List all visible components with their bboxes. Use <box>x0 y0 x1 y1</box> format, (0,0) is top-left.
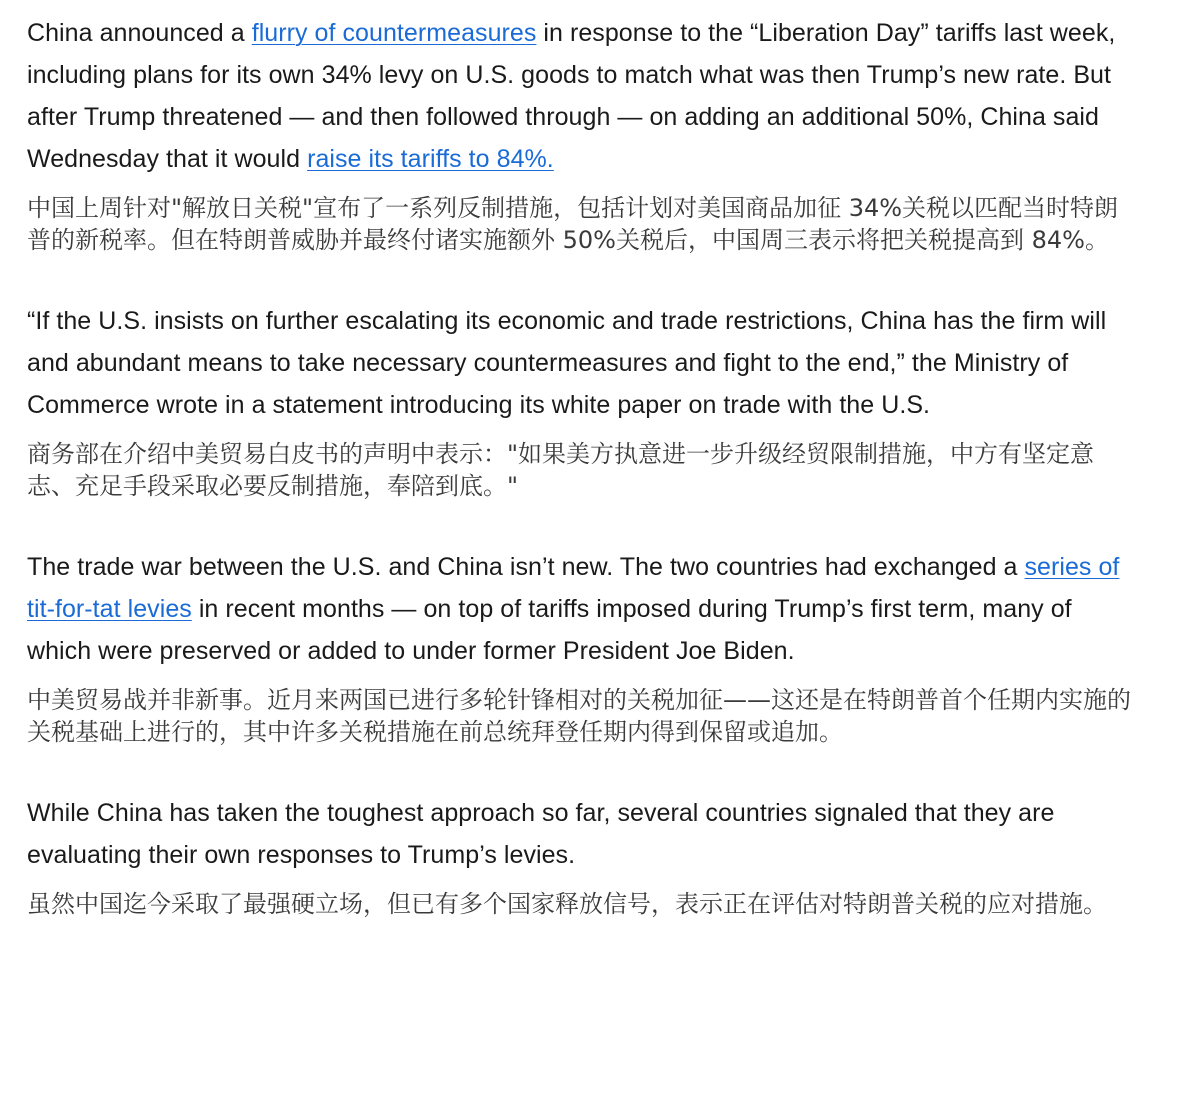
english-paragraph <box>27 546 1137 672</box>
chinese-translation: 中美贸易战并非新事。近月来两国已进行多轮针锋相对的关税加征——这还是在特朗普首个任期内实施的关税基础上进行的，其中许多关税措施在前总统拜登任期内得到保留或追加。 <box>27 686 1131 746</box>
paragraph-text: While China has taken the toughest approach so far, several countries signaled that they are evaluating their own responses to Trump’s levies. <box>27 799 1055 869</box>
paragraph-block-4 <box>27 792 1137 920</box>
paragraph-text: “If the U.S. insists on further escalating its economic and trade restrictions, China has the firm will and abundant means to take necessary countermeasures and fight to the end,” the Ministry of Commerce wrote in a statement introducing its white paper on trade with the U.S. <box>27 307 1107 419</box>
article-body <box>27 12 1137 920</box>
paragraph-text: China announced a <box>27 19 252 47</box>
paragraph-text: in response to the “Liberation Day” tariffs last week, including plans for its own 34% levy on U.S. goods to match what was then Trump’s new rate. But after Trump threatened — and then followed through — on adding an additional 50%, China said Wednesday that it would <box>27 19 1116 173</box>
link-series-of-levies[interactable]: series of tit-for-tat levies <box>27 553 1120 623</box>
english-paragraph <box>27 300 1137 426</box>
paragraph-block-2 <box>27 300 1137 502</box>
english-paragraph <box>27 12 1137 180</box>
english-paragraph <box>27 792 1137 876</box>
paragraph-block-1 <box>27 12 1137 256</box>
paragraph-text: in recent months — on top of tariffs imposed during Trump’s first term, many of which were preserved or added to under former President Joe Biden. <box>27 595 1072 665</box>
chinese-translation: 虽然中国迄今采取了最强硬立场，但已有多个国家释放信号，表示正在评估对特朗普关税的应对措施。 <box>27 890 1107 918</box>
link-flurry-of-countermeasures[interactable]: flurry of countermeasures <box>251 19 537 47</box>
link-raise-tariffs[interactable]: raise its tariffs to 84%. <box>307 145 554 173</box>
chinese-translation: 商务部在介绍中美贸易白皮书的声明中表示："如果美方执意进一步升级经贸限制措施，中方有坚定意志、充足手段采取必要反制措施，奉陪到底。" <box>27 440 1095 500</box>
paragraph-text: The trade war between the U.S. and China isn’t new. The two countries had exchanged a <box>27 553 1025 581</box>
paragraph-block-3 <box>27 546 1137 748</box>
chinese-translation: 中国上周针对"解放日关税"宣布了一系列反制措施，包括计划对美国商品加征 34%关税以匹配当时特朗普的新税率。但在特朗普威胁并最终付诸实施额外 50%关税后，中国周三表示将把关税提高到 84%。 <box>27 194 1119 254</box>
